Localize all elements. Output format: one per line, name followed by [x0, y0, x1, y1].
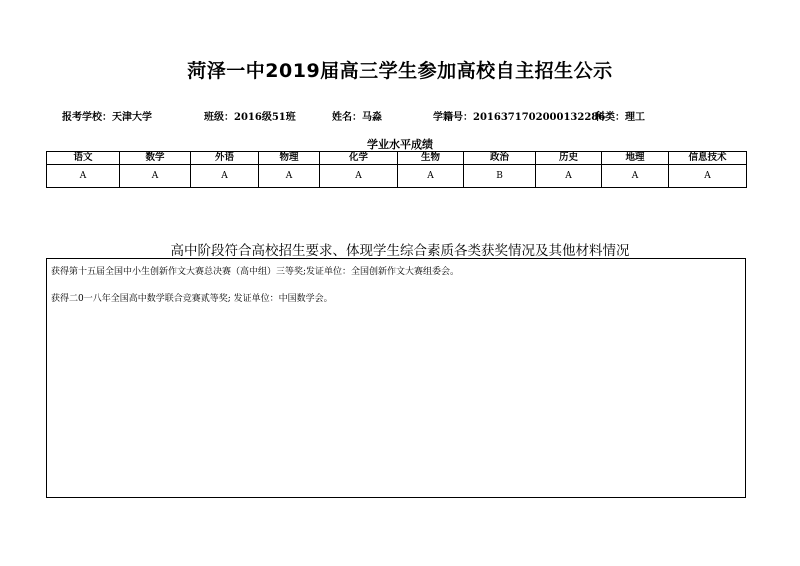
award-item: 获得二0一八年全国高中数学联合竞赛贰等奖; 发证单位：中国数学会。 [51, 294, 333, 304]
subject-header: 数学 [120, 152, 191, 165]
grades-heading: 学业水平成绩 [367, 138, 433, 151]
page-title: 菏泽一中2019届高三学生参加高校自主招生公示 [187, 60, 613, 82]
subject-header: 生物 [398, 152, 464, 165]
subject-header: 语文 [47, 152, 120, 165]
grade-value: A [669, 165, 747, 188]
subject-header: 化学 [320, 152, 398, 165]
awards-box [46, 258, 746, 498]
grade-value: A [47, 165, 120, 188]
grade-value: B [464, 165, 536, 188]
subject-header: 政治 [464, 152, 536, 165]
grade-value: A [602, 165, 669, 188]
subject-header: 物理 [259, 152, 320, 165]
subject-header: 历史 [536, 152, 602, 165]
subject-header: 地理 [602, 152, 669, 165]
info-student-id: 学籍号：2016371702000132286 [433, 112, 606, 123]
grade-value: A [320, 165, 398, 188]
grades-table [46, 151, 747, 188]
grades-value-row [47, 165, 747, 188]
award-item: 获得第十五届全国中小生创新作文大赛总决赛（高中组）三等奖;发证单位：全国创新作文大赛组委会。 [51, 267, 460, 277]
grade-value: A [536, 165, 602, 188]
info-school: 报考学校：天津大学 [62, 112, 152, 123]
subject-header: 信息技术 [669, 152, 747, 165]
grade-value: A [191, 165, 259, 188]
grade-value: A [259, 165, 320, 188]
grades-header-row [47, 152, 747, 165]
grade-value: A [398, 165, 464, 188]
info-category: 科类：理工 [595, 112, 645, 123]
info-name: 姓名：马淼 [332, 112, 382, 123]
info-class: 班级：2016级51班 [204, 112, 296, 123]
awards-heading: 高中阶段符合高校招生要求、体现学生综合素质各类获奖情况及其他材料情况 [170, 243, 630, 259]
grade-value: A [120, 165, 191, 188]
subject-header: 外语 [191, 152, 259, 165]
